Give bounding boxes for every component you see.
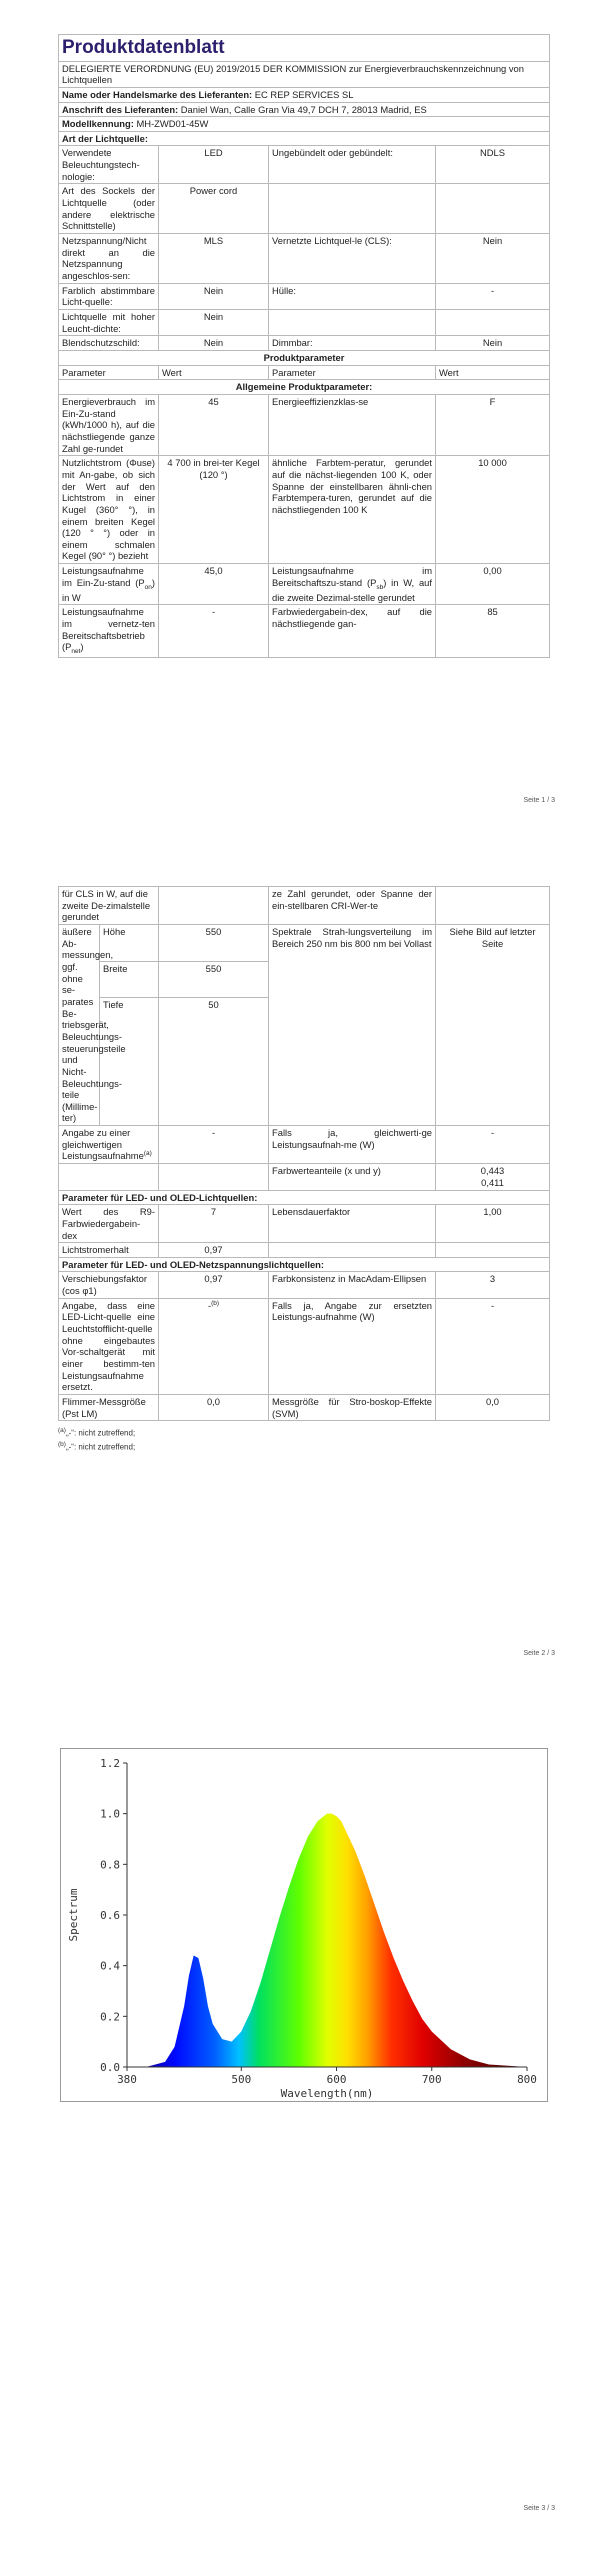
envelope-label: Hülle: bbox=[269, 283, 436, 309]
survival-factor-value: 1,00 bbox=[436, 1205, 550, 1243]
mains-value: MLS bbox=[159, 234, 269, 284]
y-tick-label: 0.2 bbox=[100, 2010, 120, 2024]
cls-label: Vernetzte Lichtquel-le (CLS): bbox=[269, 234, 436, 284]
y-tick-label: 0.8 bbox=[100, 1858, 120, 1872]
spectrum-area bbox=[127, 1814, 527, 2067]
stroboscopic-value: 0,0 bbox=[436, 1395, 550, 1421]
x-tick-label: 380 bbox=[117, 2073, 137, 2086]
useful-flux-value: 4 700 in brei-ter Kegel (120 °) bbox=[159, 456, 269, 564]
depth-label: Tiefe bbox=[100, 998, 159, 1126]
equivalent-power-value: - bbox=[159, 1126, 269, 1164]
replacement-claim-dash: - bbox=[207, 1299, 212, 1311]
x-tick-label: 700 bbox=[421, 2073, 442, 2086]
equivalent-power-w-label: Falls ja, gleichwerti-ge Leistungsaufnah-me (W) bbox=[269, 1126, 436, 1164]
equivalent-power-w-value: - bbox=[436, 1126, 550, 1164]
stroboscopic-label: Messgröße für Stro-boskop-Effekte (SVM) bbox=[269, 1395, 436, 1421]
tunable-value: Nein bbox=[159, 283, 269, 309]
spectrum-chart-frame bbox=[60, 1748, 548, 2102]
page-number-3: Seite 3 / 3 bbox=[523, 2505, 555, 2512]
on-mode-power-sub: on bbox=[144, 583, 152, 591]
equivalent-power-text: Angabe zu einer gleichwertigen Leistungsaufnahme bbox=[62, 1127, 144, 1162]
lumen-maintenance-value: 0,97 bbox=[159, 1243, 269, 1258]
page-number-2: Seite 2 / 3 bbox=[523, 1650, 555, 1657]
chromaticity-label: Farbwerteanteile (x und y) bbox=[269, 1164, 436, 1190]
led-params-header: Parameter für LED- und OLED-Lichtquellen: bbox=[59, 1190, 550, 1205]
general-params-header: Allgemeine Produktparameter: bbox=[59, 380, 550, 395]
supplier-address-row bbox=[59, 102, 550, 117]
flicker-value: 0,0 bbox=[159, 1395, 269, 1421]
standby-power-text-end: ) in W, auf die zweite Dezimal-stelle gerundet bbox=[272, 576, 432, 603]
col-header-param: Parameter bbox=[59, 365, 159, 380]
empty-cell bbox=[59, 1164, 159, 1190]
replaced-power-value: - bbox=[436, 1298, 550, 1394]
on-mode-power-label bbox=[59, 564, 159, 605]
footnote-b-mark: (b) bbox=[58, 1440, 66, 1448]
x-tick-label: 800 bbox=[517, 2073, 537, 2086]
replacement-footnote-mark: (b) bbox=[211, 1299, 220, 1307]
r9-label: Wert des R9-Farbwiedergabein-dex bbox=[59, 1205, 159, 1243]
y-tick-label: 0.0 bbox=[100, 2061, 120, 2074]
col-header-value-2: Wert bbox=[436, 365, 550, 380]
standby-power-value: 0,00 bbox=[436, 564, 550, 605]
cri-label-cont: ze Zahl gerundet, oder Spanne der ein-stellbaren CRI-Wer-te bbox=[269, 887, 436, 925]
standby-power-label bbox=[269, 564, 436, 605]
datasheet-table-page-2 bbox=[58, 886, 550, 1421]
on-mode-power-text: Leistungsaufnahme im Ein-Zu-stand (P bbox=[62, 565, 145, 588]
cri-value: 85 bbox=[436, 605, 550, 658]
on-mode-power-value: 45,0 bbox=[159, 564, 269, 605]
light-source-type-header: Art der Lichtquelle: bbox=[59, 131, 550, 146]
networked-standby-text-end: ) bbox=[80, 641, 84, 653]
empty-cell bbox=[159, 887, 269, 925]
directional-label: Ungebündelt oder gebündelt: bbox=[269, 146, 436, 184]
replaced-power-label: Falls ja, Angabe zur ersetzten Leistungs-aufnahme (W) bbox=[269, 1298, 436, 1394]
technology-value: LED bbox=[159, 146, 269, 184]
led-mains-params-header: Parameter für LED- und OLED-Netzspannungslichtquellen: bbox=[59, 1257, 550, 1272]
dimmable-value: Nein bbox=[436, 336, 550, 351]
cap-label: Art des Sockels der Lichtquelle (oder andere elektrische Schnittstelle) bbox=[59, 184, 159, 234]
cri-label: Farbwiedergabein-dex, auf die nächstliegende gan- bbox=[269, 605, 436, 658]
high-luminance-label: Lichtquelle mit hoher Leucht-dichte: bbox=[59, 310, 159, 336]
anti-glare-value: Nein bbox=[159, 336, 269, 351]
replacement-claim-label: Angabe, dass eine LED-Licht-quelle eine Leuchtstofflicht-quelle ohne eingebautes Vor-schaltgerät mit einer bestimm-ten Leistungsaufnahme ersetzt. bbox=[59, 1298, 159, 1394]
efficiency-class-label: Energieeffizienzklas-se bbox=[269, 394, 436, 455]
document-title: Produktdatenblatt bbox=[59, 35, 550, 62]
chromaticity-y: 0,411 bbox=[481, 1176, 504, 1188]
y-axis-label: Spectrum bbox=[67, 1888, 80, 1942]
directional-value: NDLS bbox=[436, 146, 550, 184]
displacement-factor-label: Verschiebungsfaktor (cos φ1) bbox=[59, 1272, 159, 1298]
y-tick-label: 0.4 bbox=[100, 1959, 120, 1973]
model-id: MH-ZWD01-45W bbox=[136, 118, 209, 130]
model-label: Modellkennung: bbox=[62, 118, 134, 130]
spectrum-chart bbox=[61, 1749, 547, 2101]
mains-label: Netzspannung/Nicht direkt an die Netzspannung angeschlos-sen: bbox=[59, 234, 159, 284]
depth-value: 50 bbox=[159, 998, 269, 1126]
footnote-b bbox=[58, 1440, 135, 1454]
networked-standby-label-cont: für CLS in W, auf die zweite De-zimalstelle gerundet bbox=[59, 887, 159, 925]
dimmable-label: Dimmbar: bbox=[269, 336, 436, 351]
networked-standby-value: - bbox=[159, 605, 269, 658]
x-tick-label: 600 bbox=[326, 2073, 347, 2086]
page-3 bbox=[0, 1700, 603, 2560]
empty-cell bbox=[269, 1243, 436, 1258]
empty-cell bbox=[436, 1243, 550, 1258]
lumen-maintenance-label: Lichtstromerhalt bbox=[59, 1243, 159, 1258]
networked-standby-text: Leistungsaufnahme im vernetz-ten Bereitschaftsbetrieb (P bbox=[62, 606, 155, 653]
model-row bbox=[59, 117, 550, 132]
networked-standby-label bbox=[59, 605, 159, 658]
standby-power-text: Leistungsaufnahme im Bereitschaftszu-stand (P bbox=[272, 565, 432, 588]
footnote-b-text: „-“: nicht zutreffend; bbox=[65, 1442, 136, 1452]
datasheet-table-page-1 bbox=[58, 34, 550, 658]
height-value: 550 bbox=[159, 924, 269, 961]
empty-cell bbox=[436, 184, 550, 234]
page-number-1: Seite 1 / 3 bbox=[523, 797, 555, 804]
on-mode-power-text-end: ) in W bbox=[62, 576, 155, 603]
supplier-name-label: Name oder Handelsmarke des Lieferanten: bbox=[62, 88, 253, 100]
survival-factor-label: Lebensdauerfaktor bbox=[269, 1205, 436, 1243]
tunable-label: Farblich abstimmbare Licht-quelle: bbox=[59, 283, 159, 309]
supplier-address: Daniel Wan, Calle Gran Via 49,7 DCH 7, 28013 Madrid, ES bbox=[180, 103, 427, 115]
cct-value: 10 000 bbox=[436, 456, 550, 564]
networked-standby-sub: net bbox=[71, 648, 81, 656]
footnote-a-mark: (a) bbox=[58, 1427, 66, 1434]
cap-value: Power cord bbox=[159, 184, 269, 234]
empty-cell bbox=[269, 184, 436, 234]
x-axis-label: Wavelength(nm) bbox=[280, 2087, 374, 2100]
empty-cell bbox=[269, 310, 436, 336]
equivalent-power-label bbox=[59, 1126, 159, 1164]
anti-glare-label: Blendschutzschild: bbox=[59, 336, 159, 351]
empty-cell bbox=[436, 887, 550, 925]
r9-value: 7 bbox=[159, 1205, 269, 1243]
cls-value: Nein bbox=[436, 234, 550, 284]
supplier-address-label: Anschrift des Lieferanten: bbox=[62, 103, 179, 115]
y-tick-label: 1.0 bbox=[100, 1807, 120, 1821]
efficiency-class-value: F bbox=[436, 394, 550, 455]
supplier-name: EC REP SERVICES SL bbox=[254, 88, 354, 100]
high-luminance-value: Nein bbox=[159, 310, 269, 336]
macadam-value: 3 bbox=[436, 1272, 550, 1298]
envelope-value: - bbox=[436, 283, 550, 309]
spectral-distribution-value: Siehe Bild auf letzter Seite bbox=[436, 924, 550, 1125]
y-tick-label: 0.6 bbox=[100, 1909, 120, 1922]
chromaticity-x: 0,443 bbox=[480, 1165, 505, 1177]
cct-label: ähnliche Farbtem-peratur, gerundet auf die nächst-liegenden 100 K, oder Spanne der einstellbaren ähnli-chen Farbtempera-turen, gerundet auf die nächstliegenden 100 K bbox=[269, 456, 436, 564]
flicker-label: Flimmer-Messgröße (Pst LM) bbox=[59, 1395, 159, 1421]
footnote-a bbox=[58, 1426, 135, 1440]
y-tick-label: 1.2 bbox=[100, 1757, 120, 1770]
energy-consumption-value: 45 bbox=[159, 394, 269, 455]
col-header-value: Wert bbox=[159, 365, 269, 380]
equivalent-power-footnote-mark: (a) bbox=[143, 1150, 152, 1158]
replacement-claim-value bbox=[159, 1298, 269, 1394]
page-1 bbox=[0, 0, 603, 820]
x-tick-label: 500 bbox=[231, 2073, 252, 2086]
useful-flux-label: Nutzlichtstrom (Φuse) mit An-gabe, ob sich der Wert auf den Lichtstrom in einer Kugel (360° °), in einem breiten Kegel (120 ° °) oder in einem schmalen Kegel (90° °) bezieht bbox=[59, 456, 159, 564]
product-params-header: Produktparameter bbox=[59, 350, 550, 365]
chromaticity-values bbox=[436, 1164, 550, 1190]
macadam-label: Farbkonsistenz in MacAdam-Ellipsen bbox=[269, 1272, 436, 1298]
regulation-text: DELEGIERTE VERORDNUNG (EU) 2019/2015 DER KOMMISSION zur Energieverbrauchskennzeichnung von Lichtquellen bbox=[59, 61, 550, 87]
spectral-distribution-label: Spektrale Strah-lungsverteilung im Bereich 250 nm bis 800 nm bei Vollast bbox=[269, 924, 436, 1125]
displacement-factor-value: 0,97 bbox=[159, 1272, 269, 1298]
technology-label: Verwendete Beleuchtungstech-nologie: bbox=[59, 146, 159, 184]
dimensions-label: äußere Ab-messungen, ggf. ohne se-parates Be-triebsgerät, Beleuchtungs-steuerungsteile und Nicht-Beleuchtungs-teile (Millime-ter) bbox=[59, 924, 100, 1125]
empty-cell bbox=[436, 310, 550, 336]
page-2 bbox=[0, 860, 603, 1680]
standby-power-sub: sb bbox=[376, 583, 384, 591]
width-value: 550 bbox=[159, 961, 269, 998]
supplier-name-row bbox=[59, 87, 550, 102]
footnotes bbox=[58, 1426, 135, 1453]
height-label: Höhe bbox=[100, 924, 159, 961]
width-label: Breite bbox=[100, 961, 159, 998]
footnote-a-text: „-“: nicht zutreffend; bbox=[65, 1428, 136, 1438]
col-header-param-2: Parameter bbox=[269, 365, 436, 380]
energy-consumption-label: Energieverbrauch im Ein-Zu-stand (kWh/1000 h), auf die nächstliegende ganze Zahl ge-rundet bbox=[59, 394, 159, 455]
empty-cell bbox=[159, 1164, 269, 1190]
